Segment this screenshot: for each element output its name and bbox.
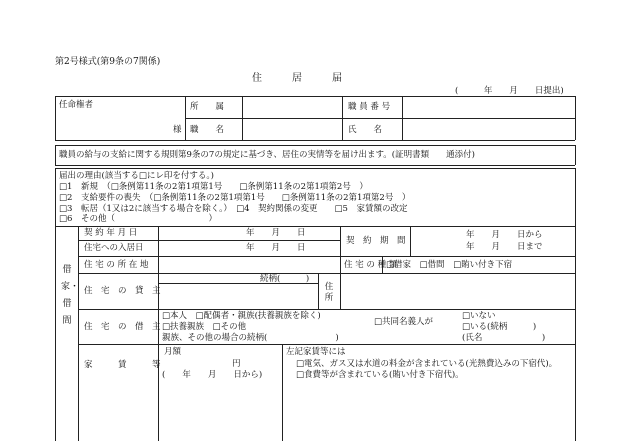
lessor-label: 住 宅 の 貸 主 [84, 286, 161, 296]
contract-period-to[interactable]: 年 月 日まで [466, 242, 543, 252]
rent-from-date[interactable]: ( 年 月 日から) [162, 370, 263, 380]
name-field[interactable] [403, 119, 574, 139]
house-type-label: 住 宅 の 種 類 [344, 260, 398, 270]
appointer-label: 任命権者 [59, 100, 94, 110]
page-title: 住 居 届 [252, 73, 342, 84]
reason-option-2[interactable]: □2 支給要件の喪失 （□条例第11条の2第1項第1号 □条例第11条の2第1項第2号 ） [59, 193, 411, 203]
contract-date-label: 契 約 年 月 日 [84, 228, 138, 238]
borrower-label: 住 宅 の 借 主 [84, 322, 161, 332]
lessor-residence-label: 住所 [324, 282, 334, 303]
co-signer-exists[interactable]: □いる(続柄 ) [462, 322, 537, 332]
sama-label: 様 [173, 125, 182, 135]
move-in-date-label: 住宅への入居日 [84, 243, 144, 253]
rent-note: 左記家賃等には [286, 347, 346, 357]
rent-option-utilities[interactable]: □電気、ガス又は水道の料金が含まれている(光熱費込みの下宿代)。 [296, 359, 558, 369]
staff-no-label: 職 員 番 号 [348, 102, 391, 112]
post-label: 職 名 [190, 125, 225, 135]
statement-text: 職員の給与の支給に関する規則第9条の7の規定に基づき、居住の実情等を届け出ます。(証明書類 通添付) [59, 150, 475, 160]
staff-no-field[interactable] [403, 97, 574, 117]
lessor-address-field[interactable] [341, 274, 574, 308]
submission-date: ( 年 月 日提出) [455, 86, 564, 96]
borrower-option-self-spouse[interactable]: □本人 □配偶者・親族(扶養親族を除く) [162, 311, 321, 321]
reason-option-1[interactable]: □1 新規 （□条例第11条の2第1項第1号 □条例第11条の2第1項第2号 ） [59, 182, 368, 192]
rent-option-meals[interactable]: □食費等が含まれている(賄い付き下宿代)。 [296, 370, 464, 380]
house-type-options[interactable]: □借家 □借間 □賄い付き下宿 [386, 260, 513, 270]
rental-side-label: 借家・借間 [61, 265, 80, 327]
office-field[interactable] [243, 97, 341, 117]
contract-date-value[interactable]: 年 月 日 [246, 228, 306, 238]
contract-period-from[interactable]: 年 月 日から [466, 230, 543, 240]
co-signer-name[interactable]: (氏名 ) [462, 333, 546, 343]
borrower-relation[interactable]: 親族、その他の場合の続柄( ) [162, 333, 339, 343]
reason-option-6[interactable]: □6 その他（ ） [59, 214, 217, 224]
co-signer-none[interactable]: □いない [462, 311, 496, 321]
rent-label: 家 賃 等 [84, 360, 161, 370]
address-field[interactable] [160, 257, 339, 272]
lessor-relation[interactable]: 続柄( ) [260, 274, 310, 284]
rent-yen: 円 [232, 359, 241, 369]
office-label: 所 属 [190, 102, 225, 112]
name-label: 氏 名 [348, 125, 383, 135]
reason-option-3[interactable]: □3 転居（1又は2に該当する場合を除く。） □4 契約関係の変更 □5 家賃額の改定 [59, 204, 408, 214]
contract-period-label: 契 約 期 間 [346, 236, 406, 246]
address-label: 住 宅 の 所 在 地 [84, 260, 149, 270]
move-in-date-value[interactable]: 年 月 日 [246, 243, 306, 253]
rent-monthly-label: 月額 [164, 347, 182, 357]
post-field[interactable] [243, 119, 341, 139]
reason-title: 届出の理由(該当する□にレ印を付する。) [59, 171, 214, 181]
borrower-option-dependent-other[interactable]: □扶養親族 □その他 [162, 322, 247, 332]
form-number: 第2号様式(第9条の7関係) [55, 57, 161, 67]
co-signer-label[interactable]: □共同名義人が [374, 317, 434, 327]
